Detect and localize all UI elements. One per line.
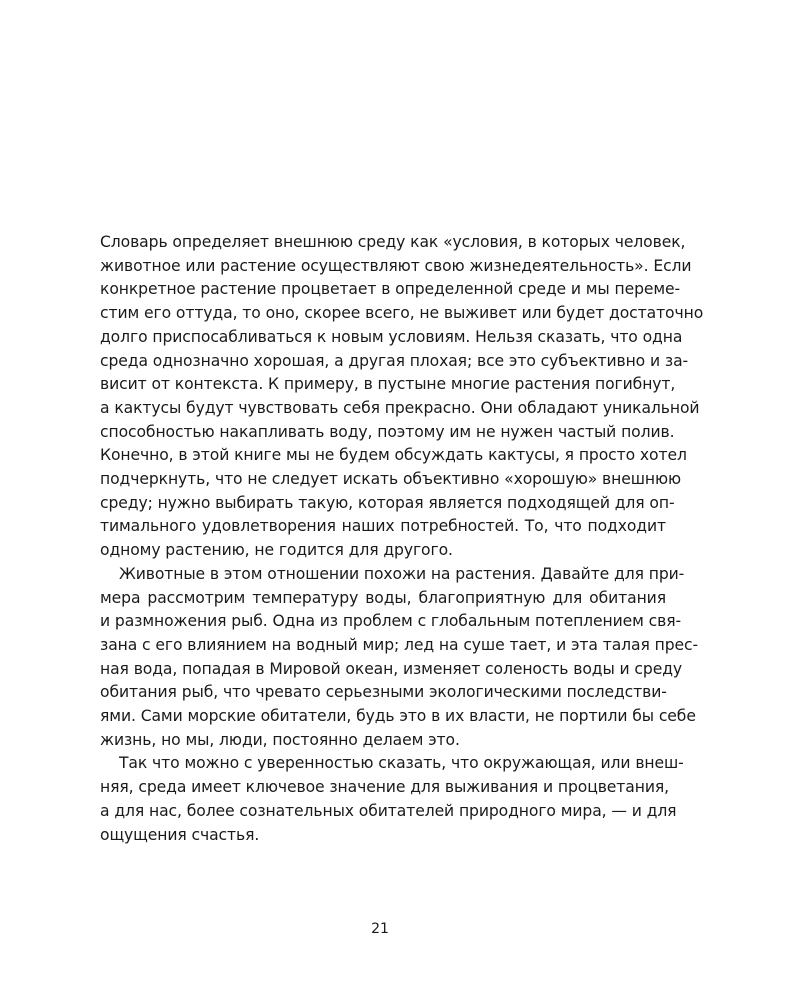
- text-line: тимального удовлетворения наших потребностей. То, что подходит: [100, 517, 666, 536]
- text-line: зана с его влиянием на водный мир; лед на суше тает, и эта талая прес-: [100, 635, 699, 654]
- text-line: и размножения рыб. Одна из проблем с глобальным потеплением свя-: [100, 612, 682, 631]
- text-line: няя, среда имеет ключевое значение для выживания и процветания,: [100, 778, 670, 797]
- text-line: среда однозначно хорошая, а другая плохая; все это субъективно и за-: [100, 351, 689, 370]
- text-line: Конечно, в этой книге мы не будем обсуждать кактусы, я просто хотел: [100, 446, 687, 465]
- text-line: Так что можно с уверенностью сказать, что окружающая, или внеш-: [119, 754, 684, 773]
- paragraph-1: [100, 231, 704, 563]
- text-line: животное или растение осуществляют свою жизнедеятельность». Если: [100, 256, 692, 275]
- text-line: способностью накапливать воду, поэтому им не нужен частый полив.: [100, 422, 675, 441]
- text-line: а кактусы будут чувствовать себя прекрасно. Они обладают уникальной: [100, 398, 700, 417]
- text-line: висит от контекста. К примеру, в пустыне многие растения погибнут,: [100, 375, 676, 394]
- text-line: ями. Сами морские обитатели, будь это в их власти, не портили бы себе: [100, 707, 696, 726]
- text-line: обитания рыб, что чревато серьезными экологическими последстви-: [100, 683, 667, 702]
- paragraph-2: [100, 563, 699, 753]
- text-line: подчеркнуть, что не следует искать объективно «хорошую» внешнюю: [100, 470, 682, 489]
- paragraph-3: [100, 752, 684, 847]
- text-line: одному растению, не годится для другого.: [100, 541, 453, 560]
- text-line: ная вода, попадая в Мировой океан, изменяет соленость воды и среду: [100, 659, 683, 678]
- body-text: [100, 231, 704, 847]
- text-line: стим его оттуда, то оно, скорее всего, не выживет или будет достаточно: [100, 304, 704, 323]
- text-line: среду; нужно выбирать такую, которая является подходящей для оп-: [100, 493, 675, 512]
- text-line: конкретное растение процветает в определенной среде и мы переме-: [100, 280, 681, 299]
- text-line: мера рассмотрим температуру воды, благоприятную для обитания: [100, 588, 666, 607]
- text-line: ощущения счастья.: [100, 825, 260, 844]
- text-line: Животные в этом отношении похожи на растения. Давайте для при-: [119, 564, 685, 583]
- text-line: жизнь, но мы, люди, постоянно делаем это.: [100, 730, 460, 749]
- text-line: а для нас, более сознательных обитателей природного мира, — и для: [100, 801, 677, 820]
- text-line: Словарь определяет внешнюю среду как «условия, в которых человек,: [100, 233, 686, 251]
- text-line: долго приспосабливаться к новым условиям. Нельзя сказать, что одна: [100, 327, 683, 346]
- page-number: 21: [371, 921, 389, 937]
